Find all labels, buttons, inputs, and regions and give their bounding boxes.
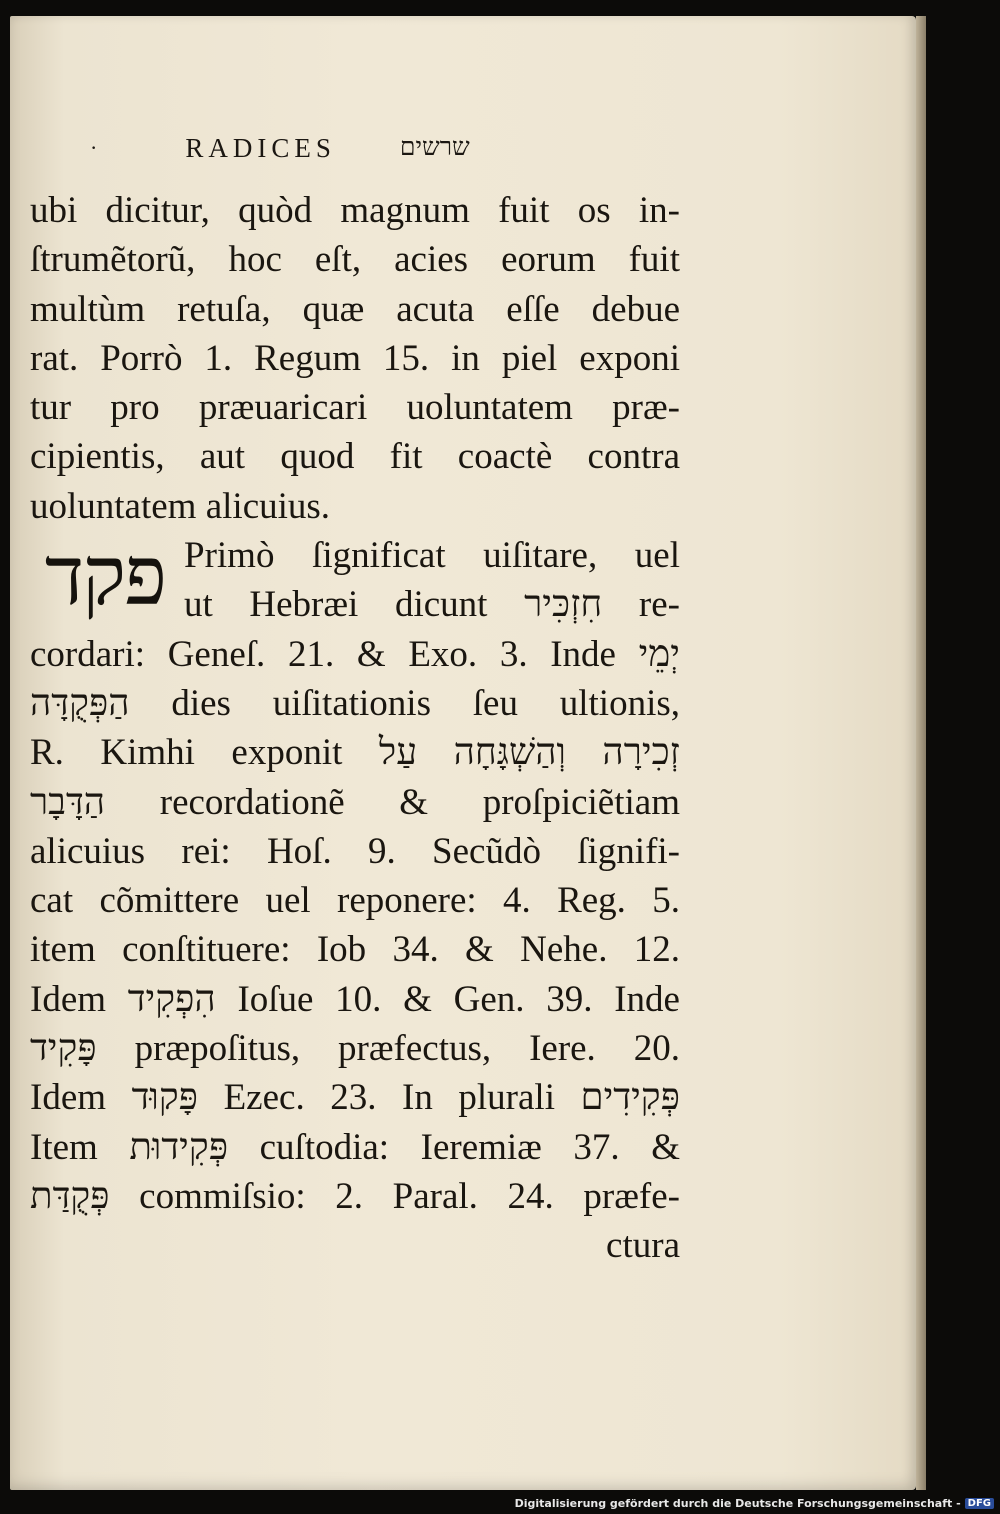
running-head-latin: RADICES [185,132,336,163]
digitization-credit [515,1497,994,1510]
body-text [30,186,680,1271]
text-line: ubi dicitur, quòd magnum fuit os in- [30,190,680,231]
text-line: tur pro præuaricari uoluntatem præ- [30,387,680,429]
text-line: פְּקֻדַּת commiſsio: 2. Paral. 24. præfe- [30,1175,680,1217]
text-line: הַדָּבָר recordationẽ & proſpiciẽtiam [30,781,680,823]
text-line: multùm retuſa, quæ acuta eſſe debue [30,288,680,330]
text-line: Idem הִפְקִיד Ioſue 10. & Gen. 39. Inde [30,978,680,1020]
credit-text: Digitalisierung gefördert durch die Deutsche Forschungsgemeinschaft - [514,1497,961,1510]
text-line: Idem פָּקוּד Ezec. 23. In plurali פְּקִידִים [30,1077,680,1119]
text-line: ſtrumẽtorũ, hoc eſt, acies eorum fuit [30,239,680,281]
text-line: alicuius rei: Hoſ. 9. Secũdò ſignifi- [30,830,680,872]
running-head [90,128,550,168]
text-line: פָּקִיד præpoſitus, præfectus, Iere. 20. [30,1028,680,1070]
dfg-logo: DFG [965,1498,994,1509]
text-line: uoluntatem alicuius. [30,485,331,527]
text-line: הַפְּקֻדָּה dies uiſitationis ſeu ultionis, [30,682,680,724]
page-edge [916,16,926,1490]
text-line: item conſtituere: Iob 34. & Nehe. 12. [30,929,680,971]
text-line-indented: ut Hebræi dicunt חִזְכִּיר re- [184,584,680,626]
root-word-heading: פקד [44,531,166,622]
running-head-hebrew: שרשים [399,134,470,161]
text-line: cipientis, aut quod fit coactè contra [30,436,680,478]
text-line-indented: Primò ſignificat uiſitare, uel [184,535,680,577]
text-line: cat cõmittere uel reponere: 4. Reg. 5. [30,880,680,922]
text-line: rat. Porrò 1. Regum 15. in piel exponi [30,337,680,379]
text-line: R. Kimhi exponit זְכִירָה וְהַשְׁגָּחָה עַל [30,732,680,774]
catchword: ctura [606,1225,680,1267]
text-line: Item פְּקִידוּת cuſtodia: Ieremiæ 37. & [30,1126,680,1168]
running-head-dot: · [90,135,98,160]
text-line: cordari: Geneſ. 21. & Exo. 3. Inde יְמֵי [30,633,680,675]
